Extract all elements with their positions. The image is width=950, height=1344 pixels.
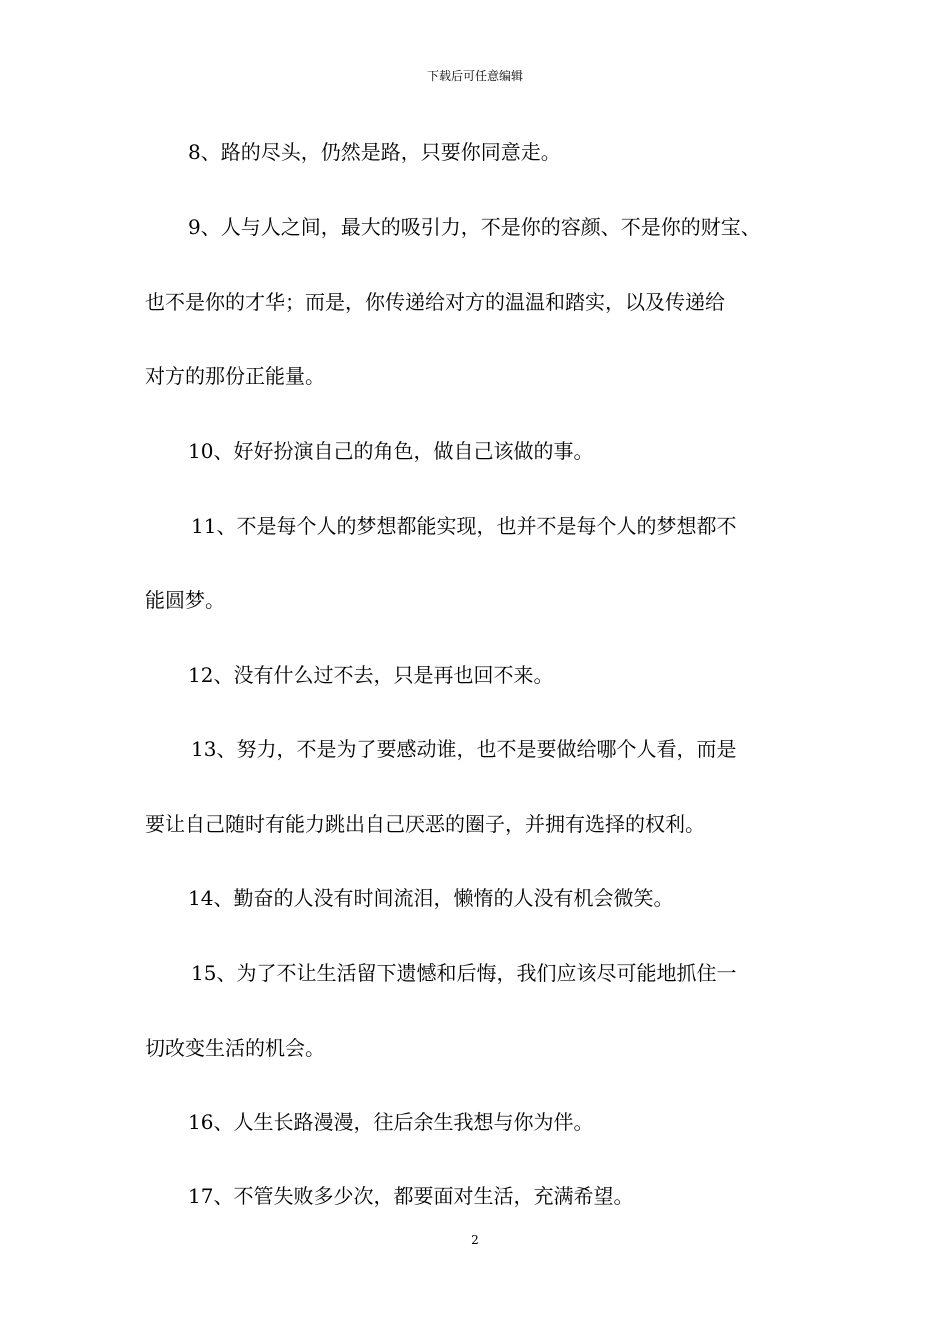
paragraph-line: 16、人生长路漫漫，往后余生我想与你为伴。 xyxy=(188,1110,594,1134)
paragraph-line: 对方的那份正能量。 xyxy=(145,364,325,388)
paragraph-line: 能圆梦。 xyxy=(145,588,225,612)
paragraph-line: 14、勤奋的人没有时间流泪，懒惰的人没有机会微笑。 xyxy=(188,886,674,910)
paragraph-line: 11、不是每个人的梦想都能实现，也并不是每个人的梦想都不 xyxy=(191,514,737,538)
paragraph-line: 15、为了不让生活留下遗憾和后悔，我们应该尽可能地抓住一 xyxy=(191,961,737,985)
paragraph-line: 12、没有什么过不去，只是再也回不来。 xyxy=(188,663,554,687)
paragraph-line: 17、不管失败多少次，都要面对生活，充满希望。 xyxy=(188,1184,634,1208)
page-number: 2 xyxy=(471,1233,479,1247)
paragraph-line: 切改变生活的机会。 xyxy=(145,1036,325,1060)
page-header: 下载后可任意编辑 xyxy=(426,69,523,83)
paragraph-line: 10、好好扮演自己的角色，做自己该做的事。 xyxy=(188,439,594,463)
paragraph-line: 也不是你的才华；而是，你传递给对方的温温和踏实，以及传递给 xyxy=(145,290,725,314)
paragraph-line: 13、努力，不是为了要感动谁，也不是要做给哪个人看，而是 xyxy=(191,737,737,761)
paragraph-line: 8、路的尽头，仍然是路，只要你同意走。 xyxy=(188,140,561,164)
paragraph-line: 9、人与人之间，最大的吸引力，不是你的容颜、不是你的财宝、 xyxy=(188,215,761,239)
paragraph-line: 要让自己随时有能力跳出自己厌恶的圈子，并拥有选择的权利。 xyxy=(145,812,705,836)
